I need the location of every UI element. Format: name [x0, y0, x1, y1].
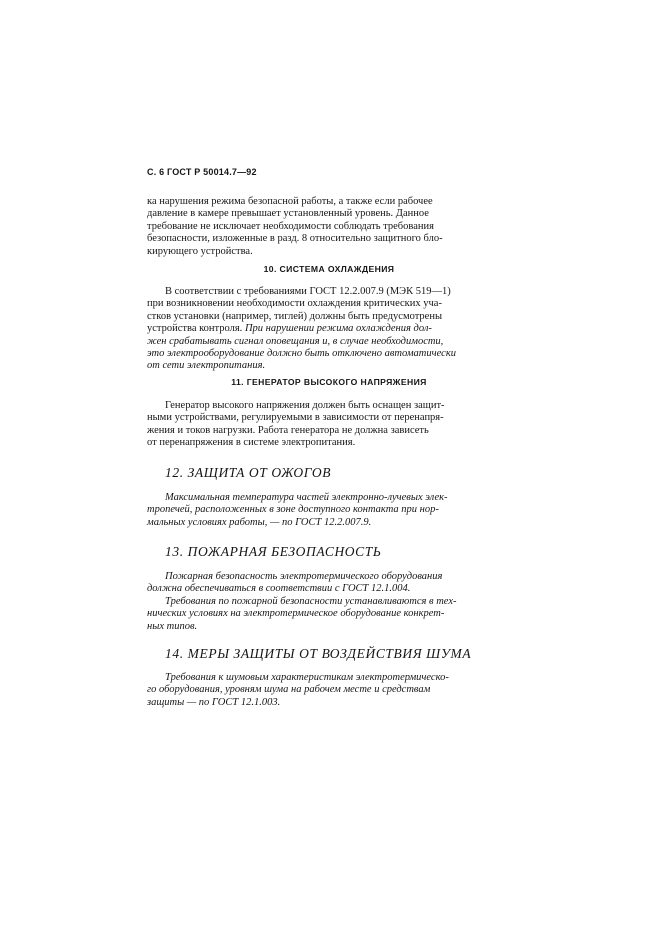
text-line: [147, 323, 511, 335]
text-line: от сети электропитания.: [147, 360, 266, 372]
italic-fragment: При нарушении режима охлаждения дол-: [244, 323, 432, 335]
intro-paragraph: [147, 196, 511, 258]
text-line: жен срабатывать сигнал оповещания и, в случае необходимости,: [147, 335, 444, 347]
text-line: Генератор высокого напряжения должен быть оснащен защит-: [165, 400, 445, 411]
text-line: давление в камере превышает установленный уровень. Данное: [147, 208, 429, 220]
text-line: кирующего устройства.: [147, 245, 253, 257]
section-14: [147, 646, 511, 662]
text-line: безопасности, изложенные в разд. 8 относительно защитного бло-: [147, 233, 443, 245]
text-line: В соответствии с требованиями ГОСТ 12.2.007.9 (МЭК 519—1): [165, 286, 451, 297]
text-line: защиты — по ГОСТ 12.1.003.: [147, 696, 281, 708]
text-line: ка нарушения режима безопасной работы, а также если рабочее: [147, 196, 433, 207]
text-line: ных типов.: [147, 620, 198, 632]
section-12: [147, 465, 511, 481]
text-line: нических условиях на электротермическое оборудование конкрет-: [147, 608, 445, 620]
text-line: должна обеспечиваться в соответствии с ГОСТ 12.1.004.: [147, 583, 411, 595]
text-fragment: устройства контроля.: [147, 323, 243, 335]
section-title: 12. ЗАЩИТА ОТ ОЖОГОВ: [165, 465, 332, 480]
text-line: мальных условиях работы, — по ГОСТ 12.2.007.9.: [147, 516, 372, 528]
section-13-body: [147, 571, 511, 633]
section-10: [147, 264, 511, 274]
text-line: ными устройствами, регулируемыми в зависимости от перенапря-: [147, 412, 444, 424]
section-13: [147, 544, 511, 560]
text-line: это электрооборудование должно быть отключено автоматически: [147, 348, 456, 360]
section-14-body: [147, 672, 511, 709]
text-line: го оборудования, уровням шума на рабочем месте и средствам: [147, 684, 431, 696]
text-line: при возникновении необходимости охлаждения критических уча-: [147, 298, 442, 310]
text-line: Требования по пожарной безопасности устанавливаются в тех-: [165, 595, 457, 607]
section-11: [147, 377, 511, 387]
section-title: 14. МЕРЫ ЗАЩИТЫ ОТ ВОЗДЕЙСТВИЯ ШУМА: [165, 646, 472, 661]
text-line: стков установки (например, тиглей) должны быть предусмотрены: [147, 310, 443, 322]
section-title: 10. СИСТЕМА ОХЛАЖДЕНИЯ: [263, 264, 395, 274]
section-10-body: [147, 286, 511, 373]
text-line: Максимальная температура частей электронно-лучевых элек-: [165, 492, 448, 503]
text-line: тропечей, расположенных в зоне доступного контакта при нор-: [147, 504, 439, 516]
text-line: от перенапряжения в системе электропитания.: [147, 437, 356, 449]
section-title: 13. ПОЖАРНАЯ БЕЗОПАСНОСТЬ: [165, 544, 382, 559]
section-title: 11. ГЕНЕРАТОР ВЫСОКОГО НАПРЯЖЕНИЯ: [231, 377, 427, 387]
text-line: Требования к шумовым характеристикам электротермическо-: [165, 672, 449, 683]
page-header: С. 6 ГОСТ Р 50014.7—92: [147, 167, 257, 177]
section-12-body: [147, 492, 511, 529]
text-line: жения и токов нагрузки. Работа генератора не должна зависеть: [147, 424, 429, 436]
section-11-body: [147, 400, 511, 450]
text-line: требование не исключает необходимости соблюдать требования: [147, 220, 434, 232]
text-line: Пожарная безопасность электротермического оборудования: [165, 571, 443, 582]
